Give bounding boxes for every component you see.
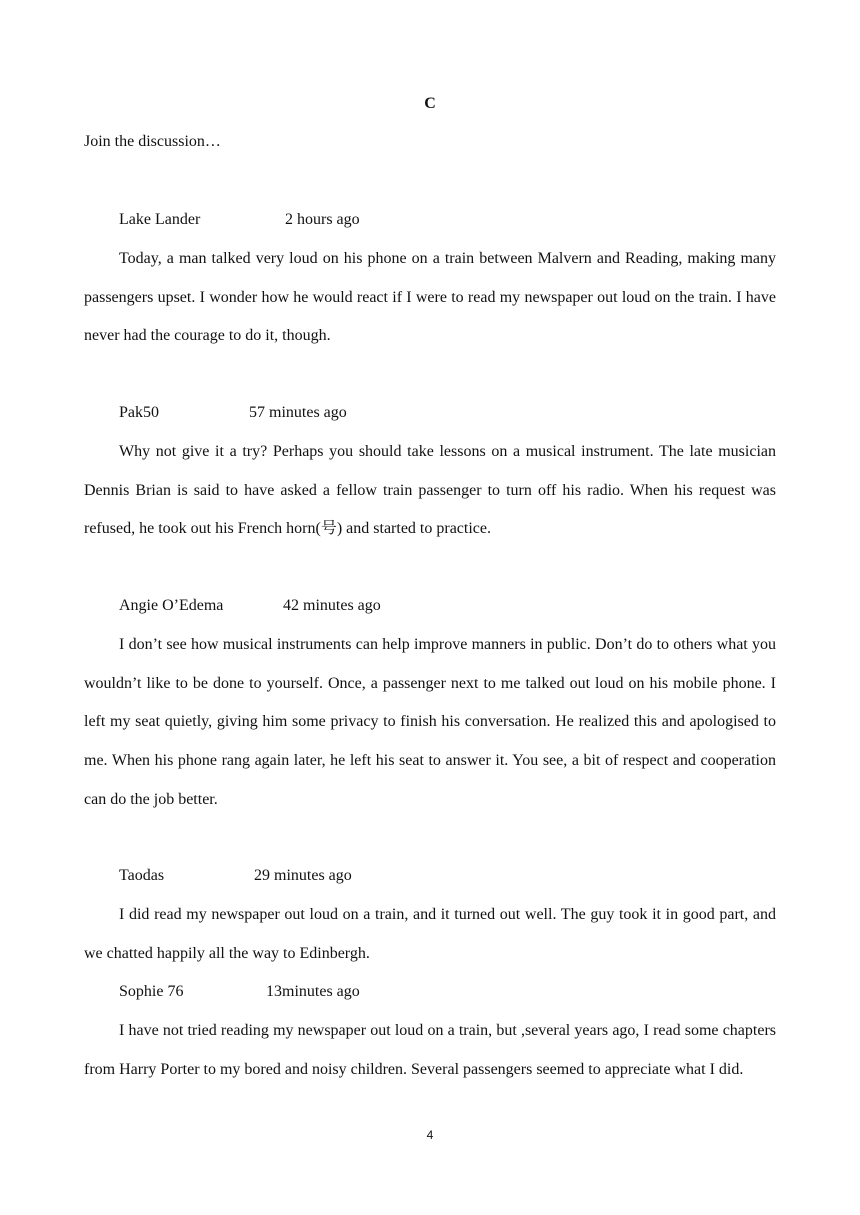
comment-sophie-76	[84, 982, 776, 1089]
comment-time: 57 minutes ago	[249, 404, 347, 421]
comment-text: Today, a man talked very loud on his phone on a train between Malvern and Reading, making many passengers upset. I wonder how he would react if I were to read my newspaper out loud on the train. I have never had the courage to do it, though.	[84, 250, 776, 345]
comment-taodas	[84, 866, 776, 973]
comment-author: Sophie 76	[119, 983, 184, 1000]
comment-author: Pak50	[119, 404, 159, 421]
comment-text: Why not give it a try? Perhaps you should take lessons on a musical instrument. The late musician Dennis Brian is said to have asked a fellow train passenger to turn off his radio. When his request was refused, he took out his French horn(号) and started to practice.	[84, 443, 776, 538]
comment-text: I have not tried reading my newspaper out loud on a train, but ,several years ago, I read some chapters from Harry Porter to my bored and noisy children. Several passengers seemed to appreciate what I did.	[84, 1022, 776, 1078]
comment-time: 13minutes ago	[266, 983, 360, 1000]
comment-author: Lake Lander	[119, 211, 201, 228]
comment-angie-oedema	[84, 596, 776, 820]
comment-author: Angie O’Edema	[119, 597, 224, 614]
comment-time: 42 minutes ago	[283, 597, 381, 614]
intro-text: Join the discussion…	[84, 133, 221, 150]
page-number: 4	[426, 1128, 434, 1142]
comment-text: I did read my newspaper out loud on a train, and it turned out well. The guy took it in good part, and we chatted happily all the way to Edinbergh.	[84, 906, 776, 962]
comment-author: Taodas	[119, 867, 165, 884]
comment-text: I don’t see how musical instruments can help improve manners in public. Don’t do to others what you wouldn’t like to be done to yourself. Once, a passenger next to me talked out loud on his mobile phone. I left my seat quietly, giving him some privacy to finish his conversation. He realized this and apologised to me. When his phone rang again later, he left his seat to answer it. You see, a bit of respect and cooperation can do the job better.	[84, 636, 776, 808]
section-heading: C	[424, 95, 436, 112]
comment-lake-lander	[84, 210, 776, 356]
document-page	[84, 0, 776, 1215]
comment-time: 2 hours ago	[285, 211, 360, 228]
comment-pak50	[84, 403, 776, 549]
comment-time: 29 minutes ago	[254, 867, 352, 884]
